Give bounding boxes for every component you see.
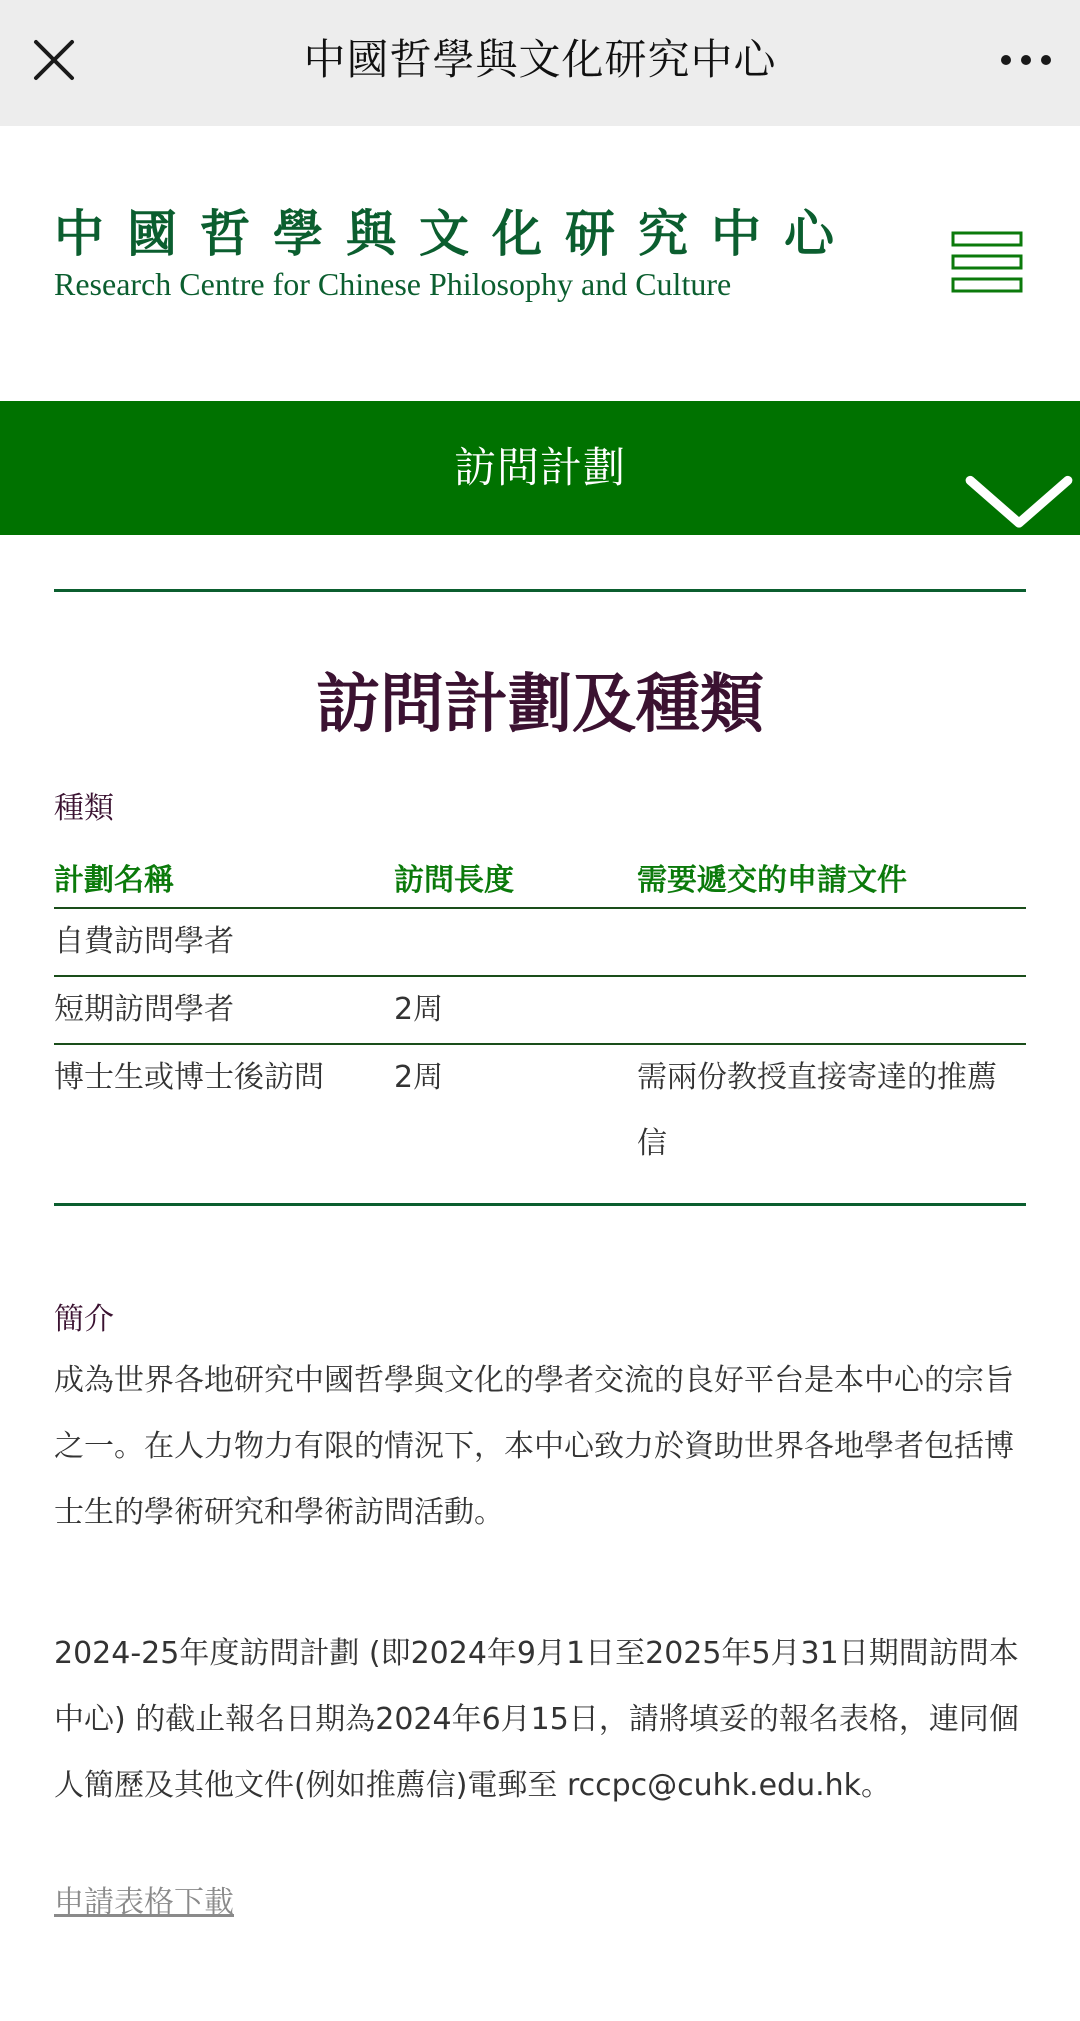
header-required-documents: 需要遞交的申請文件 <box>637 847 1026 908</box>
intro-paragraph: 成為世界各地研究中國哲學與文化的學者交流的良好平台是本中心的宗旨之一。在人力物力有限的情況下，本中心致力於資助世界各地學者包括博士生的學術研究和學術訪問活動。 <box>54 1363 1014 1530</box>
cell-required-documents: 需兩份教授直接寄達的推薦信 <box>637 1044 1026 1205</box>
cell-visit-length <box>394 908 637 976</box>
app-bar <box>0 0 1080 126</box>
types-label: 種類 <box>54 791 114 826</box>
cell-visit-length: 2周 <box>394 1044 637 1205</box>
table-row <box>54 976 1026 1044</box>
logo-chinese-name: 中國哲學與文化研究中心 <box>54 204 857 263</box>
cell-program-name: 自費訪問學者 <box>54 908 394 976</box>
application-form-download-link[interactable]: 申請表格下載 <box>54 1885 234 1920</box>
table-row <box>54 908 1026 976</box>
page-title: 訪問計劃及種類 <box>316 667 764 742</box>
logo-english-name: Research Centre for Chinese Philosophy and Culture <box>54 266 732 302</box>
app-bar-title: 中國哲學與文化研究中心 <box>303 35 777 84</box>
cell-program-name: 短期訪問學者 <box>54 976 394 1044</box>
cell-visit-length: 2周 <box>394 976 637 1044</box>
site-header <box>0 126 1080 401</box>
table-row <box>54 1044 1026 1205</box>
chevron-down-icon[interactable] <box>958 456 1080 541</box>
deadline-paragraph: 2024-25年度訪問計劃 (即2024年9月1日至2025年5月31日期間訪問本中心) 的截止報名日期為2024年6月15日，請將填妥的報名表格，連同個人簡歷及其他文件(例如推薦信)電郵至 rccpc@cuhk.edu.hk。 <box>54 1636 1019 1803</box>
section-nav-dropdown[interactable] <box>0 401 1080 535</box>
hamburger-icon[interactable] <box>951 230 1023 294</box>
site-logo[interactable] <box>54 206 857 304</box>
divider <box>54 589 1026 592</box>
header-program-name: 計劃名稱 <box>54 847 394 908</box>
table-header-row <box>54 847 1026 908</box>
cell-required-documents <box>637 908 1026 976</box>
header-visit-length: 訪問長度 <box>394 847 637 908</box>
intro-label: 簡介 <box>54 1302 114 1337</box>
visit-types-table <box>54 847 1026 1206</box>
cell-program-name: 博士生或博士後訪問 <box>54 1044 394 1205</box>
more-icon[interactable] <box>996 42 1056 78</box>
section-nav-label: 訪問計劃 <box>453 443 626 492</box>
cell-required-documents <box>637 976 1026 1044</box>
